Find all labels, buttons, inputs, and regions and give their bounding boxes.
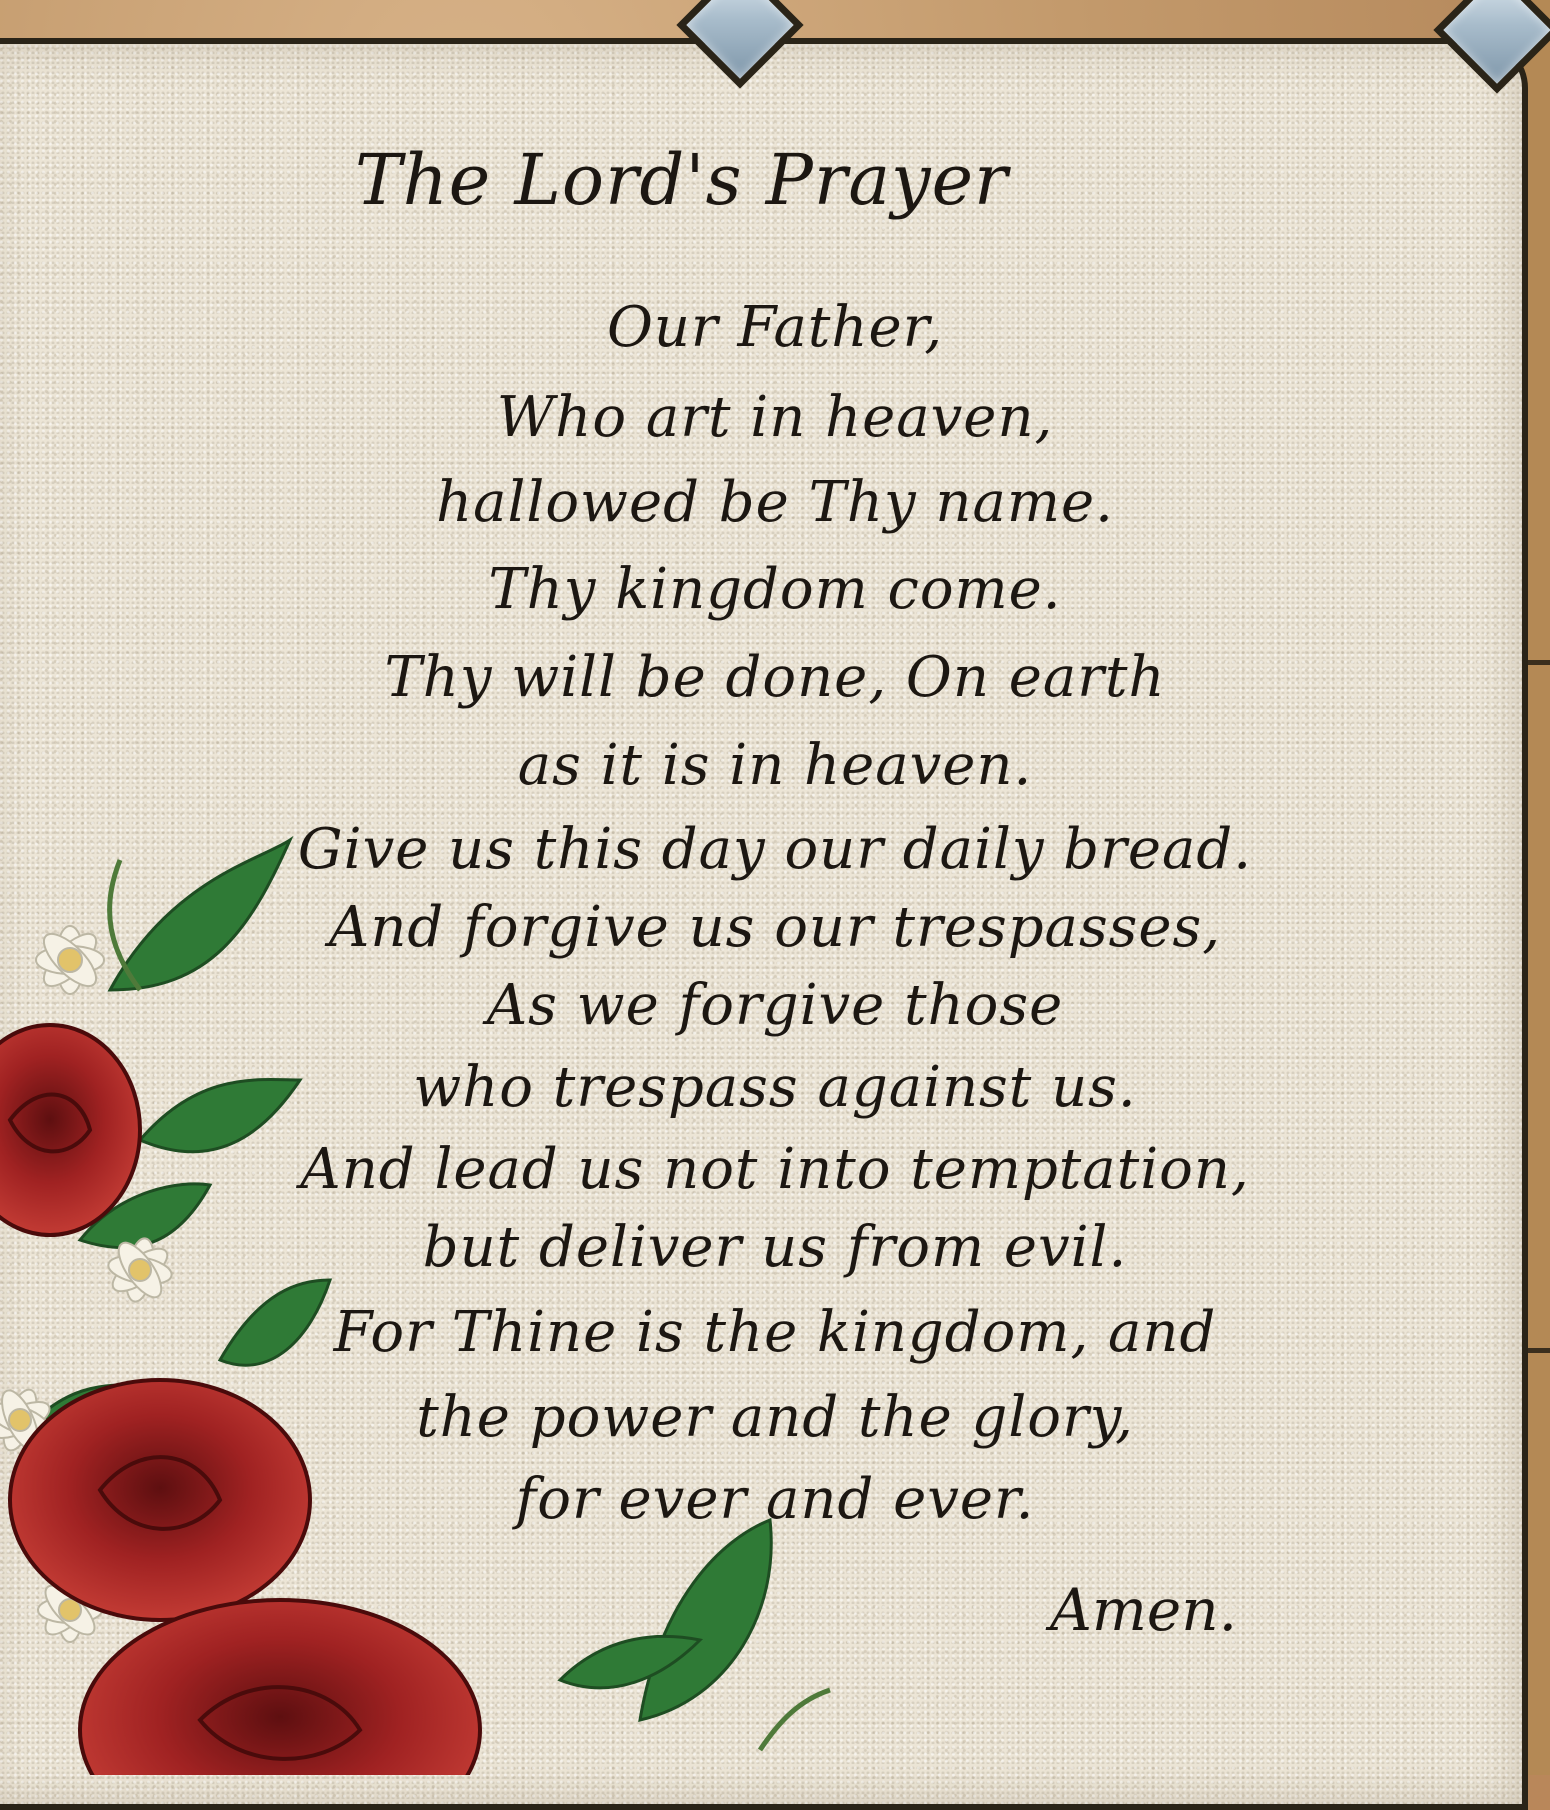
prayer-line: as it is in heaven. xyxy=(517,733,1033,798)
prayer-line: Give us this day our daily bread. xyxy=(297,817,1253,882)
prayer-line: For Thine is the kingdom, and xyxy=(333,1300,1217,1365)
prayer-line: And lead us not into temptation, xyxy=(300,1137,1250,1202)
prayer-line: Thy kingdom come. xyxy=(488,557,1062,622)
prayer-line: hallowed be Thy name. xyxy=(436,470,1114,535)
prayer-line: but deliver us from evil. xyxy=(422,1215,1128,1280)
prayer-line: for ever and ever. xyxy=(515,1467,1035,1532)
prayer-line: who trespass against us. xyxy=(413,1055,1137,1120)
prayer-line: As we forgive those xyxy=(486,973,1064,1038)
prayer-line: the power and the glory, xyxy=(416,1385,1134,1450)
prayer-line: Our Father, xyxy=(606,295,944,360)
prayer-line: Thy will be done, On earth xyxy=(384,645,1166,710)
page-title: The Lord's Prayer xyxy=(355,139,1009,221)
prayer-line: And forgive us our trespasses, xyxy=(328,895,1222,960)
prayer-line: Who art in heaven, xyxy=(496,385,1054,450)
closing-amen: Amen. xyxy=(1050,1576,1237,1644)
